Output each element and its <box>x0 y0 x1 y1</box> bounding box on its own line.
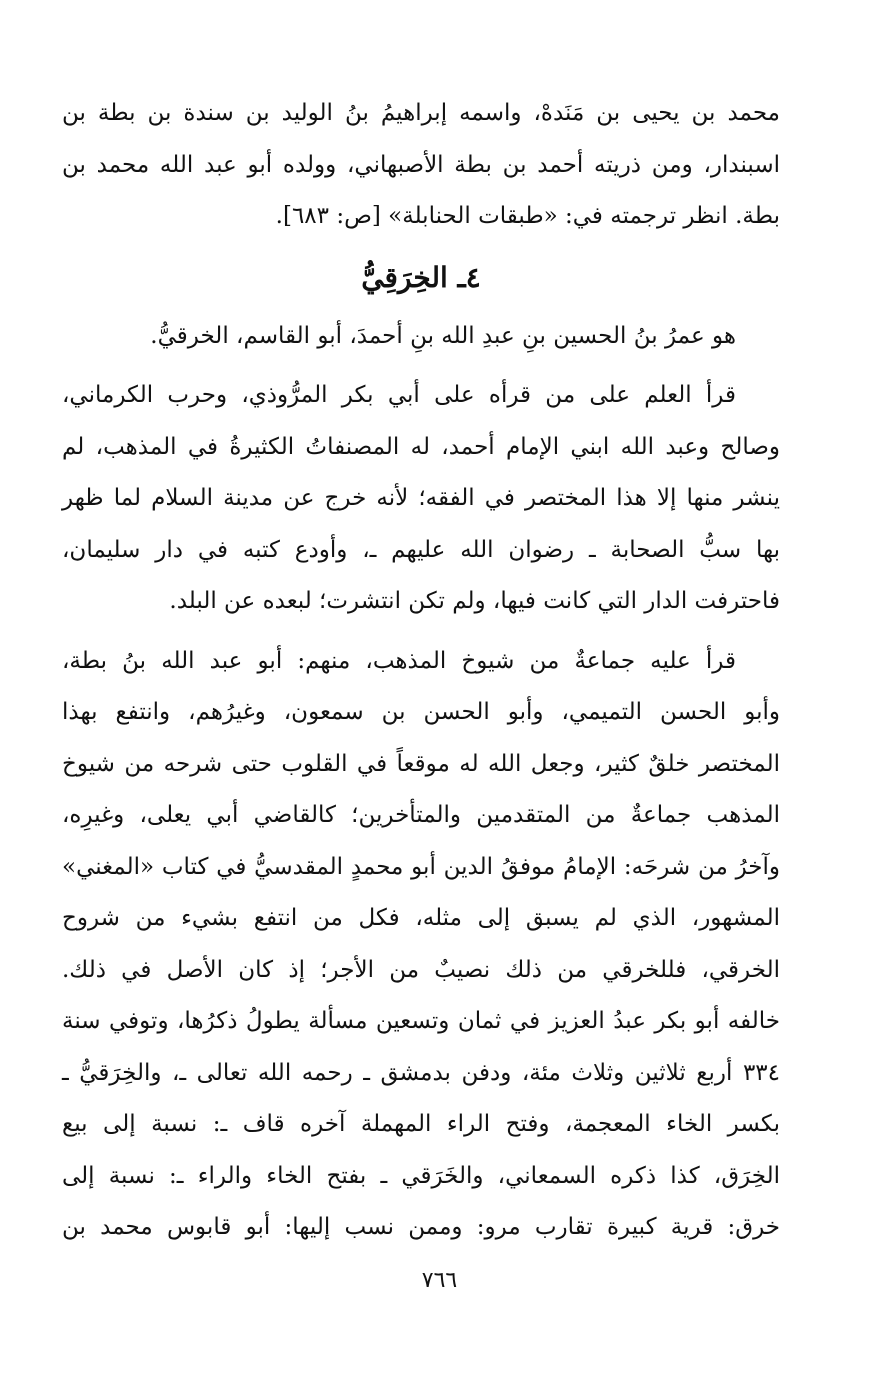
text-line: خالفه أبو بكر عبدُ العزيز في ثمان وتسعين مسألة يطولُ ذكرُها، وتوفي سنة <box>62 1008 780 1034</box>
text-line: قرأ عليه جماعةٌ من شيوخ المذهب، منهم: أبو عبد الله بنُ بطة، <box>62 647 736 674</box>
text-line: وصالح وعبد الله ابني الإمام أحمد، له المصنفاتُ الكثيرةُ في المذهب، لم <box>62 433 780 460</box>
page-body <box>62 88 780 1254</box>
text-line: المختصر خلقٌ كثير، وجعل الله له موقعاً في القلوب حتى شرحه من شيوخ <box>62 750 780 777</box>
paragraph-gap <box>62 362 780 370</box>
text-line: الخِرَق، كذا ذكره السمعاني، والخَرَقي ـ بفتح الخاء والراء ـ: نسبة إلى <box>62 1162 780 1189</box>
text-line: خرق: قرية كبيرة تقارب مرو: وممن نسب إليها: أبو قابوس محمد بن <box>62 1214 780 1240</box>
text-line: المشهور، الذي لم يسبق إلى مثله، فكل من انتفع بشيء من شروح <box>62 905 780 931</box>
text-line: وآخرُ من شرحَه: الإمامُ موفقُ الدين أبو محمدٍ المقدسيُّ في كتاب «المغني» <box>62 853 780 880</box>
text-line: بها سبُّ الصحابة ـ رضوان الله عليهم ـ، وأودع كتبه في دار سليمان، <box>62 536 780 563</box>
text-line: المذهب جماعةٌ من المتقدمين والمتأخرين؛ كالقاضي أبي يعلى، وغيرِه، <box>62 802 780 828</box>
text-line: محمد بن يحيى بن مَنَدهْ، واسمه إبراهيمُ بنُ الوليد بن سندة بن بطة بن <box>62 100 780 126</box>
intro-paragraph <box>62 88 780 243</box>
text-line: اسبندار، ومن ذريته أحمد بن بطة الأصبهاني، وولده أبو عبد الله محمد بن <box>62 151 780 178</box>
text-line: هو عمرُ بنُ الحسين بنِ عبدِ الله بنِ أحمدَ، أبو القاسم، الخرقيُّ. <box>150 322 736 349</box>
paragraph-gap <box>62 628 780 636</box>
page-number: ٧٦٦ <box>421 1268 458 1293</box>
paragraph-study <box>62 370 780 628</box>
paragraph-students <box>62 636 780 1254</box>
text-line: قرأ العلم على من قرأه على أبي بكر المرُّوذي، وحرب الكرماني، <box>62 382 736 408</box>
paragraph-name <box>62 311 780 363</box>
text-line: فاحترفت الدار التي كانت فيها، ولم تكن انتشرت؛ لبعده عن البلد. <box>169 588 780 614</box>
text-line: ٣٣٤ أربع ثلاثين وثلاث مئة، ودفن بدمشق ـ رحمه الله تعالى ـ، والخِرَقيُّ ـ <box>62 1059 780 1086</box>
text-line: بكسر الخاء المعجمة، وفتح الراء المهملة آخره قاف ـ: نسبة إلى بيع <box>62 1111 780 1137</box>
text-line: الخرقي، فللخرقي من ذلك نصيبٌ من الأجر؛ إذ كان الأصل في ذلك. <box>62 956 780 983</box>
text-line: بطة. انظر ترجمته في: «طبقات الحنابلة» [ص: ٦٨٣]. <box>275 203 780 229</box>
text-line: ينشر منها إلا هذا المختصر في الفقه؛ لأنه خرج عن مدينة السلام لما ظهر <box>62 485 780 511</box>
section-heading: ٤ـ الخِرَقِيُّ <box>361 260 481 294</box>
text-line: وأبو الحسن التميمي، وأبو الحسن بن سمعون، وغيرُهم، وانتفع بهذا <box>62 699 780 725</box>
